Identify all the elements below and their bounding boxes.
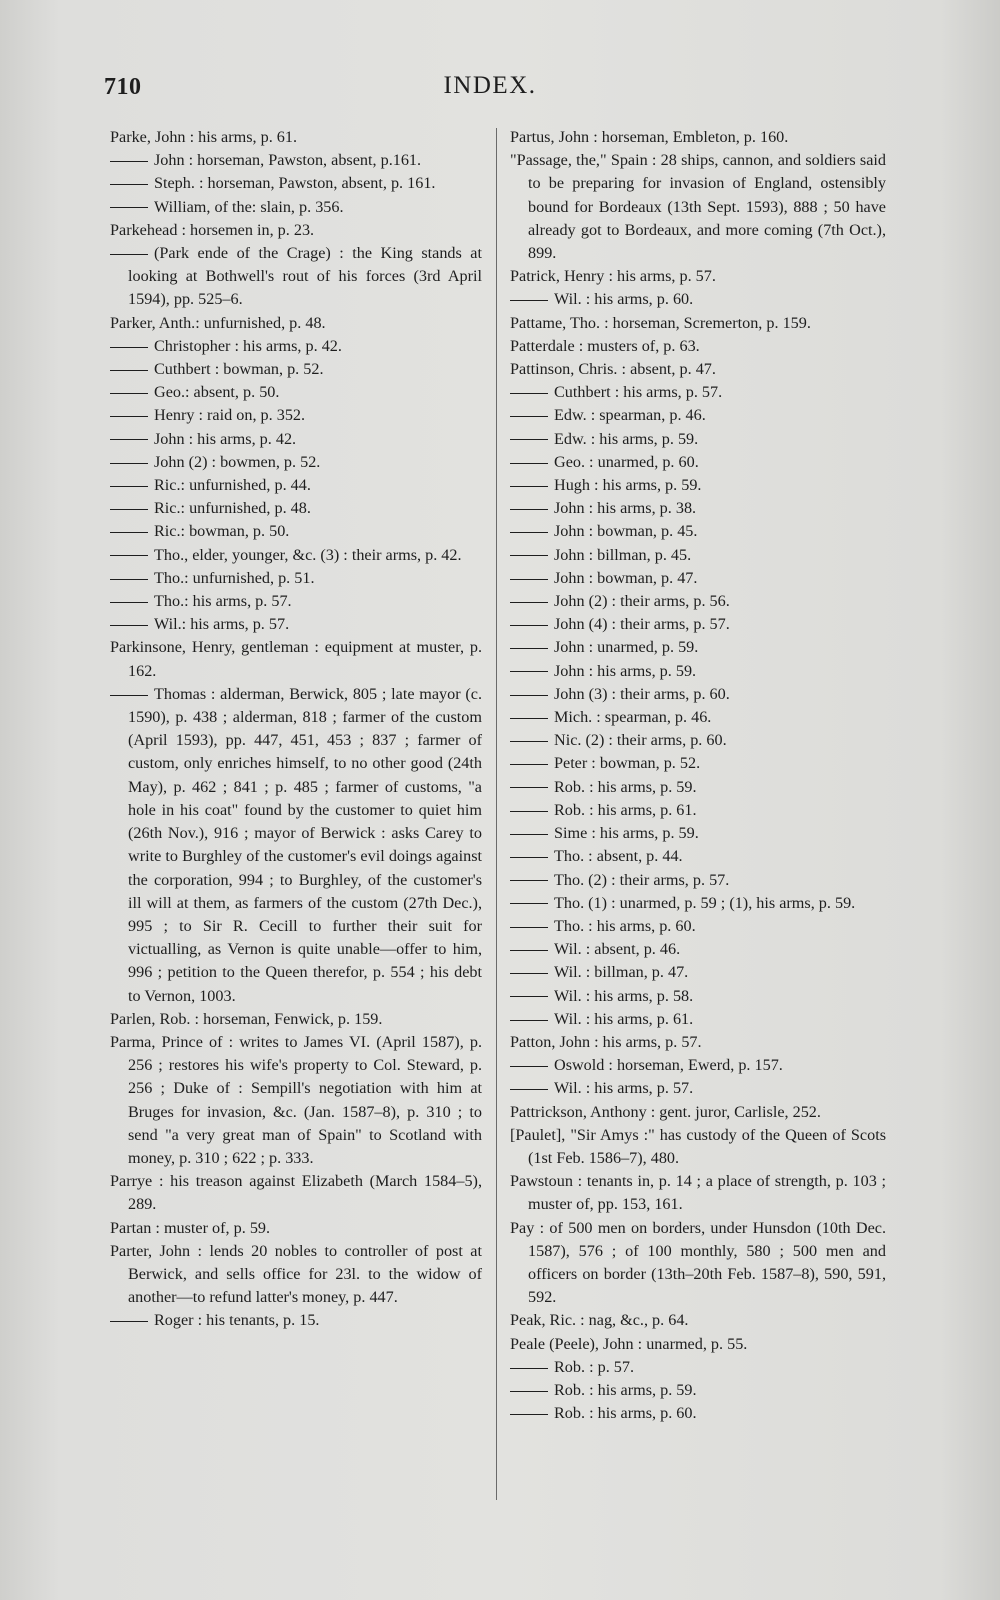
ditto-dash xyxy=(110,254,148,255)
index-subentry xyxy=(110,520,482,543)
index-entry xyxy=(110,312,482,335)
entry-text: Thomas : alderman, Berwick, 805 ; late mayor (c. 1590), p. 438 ; alderman, 818 ; farmer of the custom (April 1593), pp. 447, 451, 453 ; 837 ; farmer of custom, only enriches himself, to no other good (24th May), p. 462 ; 841 ; p. 485 ; farmer of customs, "a hole in his coat" found by the customer to quiet him (26th Nov.), 916 ; mayor of Berwick : asks Carey to write to Burghley of the customer's evil doings against the corporation, 994 ; to Burghley, of the customer's ill will at them, as farmers of the custom (27th Dec.), 995 ; to Sir R. Cecill to further their suit for victualling, as Vernon is quite unable—offer to him, 996 ; petition to the Queen therefor, p. 554 ; his debt to Vernon, 1003. xyxy=(128,684,482,1005)
ditto-dash xyxy=(110,184,148,185)
entry-text: Ric.: bowman, p. 50. xyxy=(154,522,290,541)
entry-text: (Park ende of the Crage) : the King stands at looking at Bothwell's rout of his forces (3rd April 1594), pp. 525–6. xyxy=(128,244,482,309)
entry-text: Wil. : his arms, p. 60. xyxy=(554,290,694,309)
ditto-dash xyxy=(510,764,548,765)
ditto-dash xyxy=(510,903,548,904)
ditto-dash xyxy=(510,1020,548,1021)
index-subentry xyxy=(510,451,886,474)
entry-text: Christopher : his arms, p. 42. xyxy=(154,336,342,355)
ditto-dash xyxy=(110,602,148,603)
entry-text: Pattame, Tho. : horseman, Scremerton, p. 159. xyxy=(510,313,811,332)
ditto-dash xyxy=(510,996,548,997)
entry-text: John (2) : bowmen, p. 52. xyxy=(154,452,321,471)
entry-text: Pattinson, Chris. : absent, p. 47. xyxy=(510,360,716,379)
ditto-dash xyxy=(110,370,148,371)
index-subentry xyxy=(110,451,482,474)
index-subentry xyxy=(510,1379,886,1402)
ditto-dash xyxy=(510,555,548,556)
entry-text: Cuthbert : his arms, p. 57. xyxy=(554,383,723,402)
entry-text: Ric.: unfurnished, p. 48. xyxy=(154,499,311,518)
index-subentry xyxy=(510,520,886,543)
ditto-dash xyxy=(110,463,148,464)
entry-text: John (4) : their arms, p. 57. xyxy=(554,615,730,634)
index-subentry xyxy=(510,590,886,613)
ditto-dash xyxy=(510,416,548,417)
index-subentry xyxy=(510,1402,886,1425)
entry-text: Tho., elder, younger, &c. (3) : their arms, p. 42. xyxy=(154,545,462,564)
index-entry xyxy=(110,1031,482,1170)
entry-text: Mich. : spearman, p. 46. xyxy=(554,708,712,727)
entry-text: John : horseman, Pawston, absent, p.161. xyxy=(154,151,422,170)
index-entry xyxy=(110,126,482,149)
entry-text: Nic. (2) : their arms, p. 60. xyxy=(554,731,727,750)
index-subentry xyxy=(510,544,886,567)
index-entry xyxy=(510,126,886,149)
ditto-dash xyxy=(110,439,148,440)
index-entry xyxy=(510,312,886,335)
page-number: 710 xyxy=(104,74,142,100)
entry-text: Parke, John : his arms, p. 61. xyxy=(110,128,298,146)
entry-text: Parrye : his treason against Elizabeth (March 1584–5), 289. xyxy=(110,1172,482,1214)
index-subentry xyxy=(510,799,886,822)
ditto-dash xyxy=(510,1066,548,1067)
entry-text: Pawstoun : tenants in, p. 14 ; a place of strength, p. 103 ; muster of, pp. 153, 161. xyxy=(510,1172,886,1214)
index-subentry xyxy=(510,1356,886,1379)
index-subentry xyxy=(510,869,886,892)
index-subentry xyxy=(510,1008,886,1031)
left-column xyxy=(110,126,482,1333)
ditto-dash xyxy=(110,579,148,580)
entry-text: Geo.: absent, p. 50. xyxy=(154,383,280,402)
index-subentry xyxy=(510,752,886,775)
entry-text: Ric.: unfurnished, p. 44. xyxy=(154,476,311,495)
entry-text: Wil. : his arms, p. 58. xyxy=(554,986,694,1005)
index-subentry xyxy=(110,358,482,381)
entry-text: Tho. : absent, p. 44. xyxy=(554,847,683,866)
ditto-dash xyxy=(510,834,548,835)
index-subentry xyxy=(110,428,482,451)
ditto-dash xyxy=(510,695,548,696)
ditto-dash xyxy=(510,1391,548,1392)
entry-text: Edw. : his arms, p. 59. xyxy=(554,429,699,448)
entry-text: [Paulet], "Sir Amys :" has custody of the Queen of Scots (1st Feb. 1586–7), 480. xyxy=(510,1125,886,1167)
ditto-dash xyxy=(110,625,148,626)
ditto-dash xyxy=(510,741,548,742)
entry-text: Oswold : horseman, Ewerd, p. 157. xyxy=(554,1056,783,1075)
index-entry xyxy=(510,1333,886,1356)
index-subentry xyxy=(110,683,482,1008)
index-subentry xyxy=(110,613,482,636)
index-entry xyxy=(510,149,886,265)
index-subentry xyxy=(510,961,886,984)
ditto-dash xyxy=(510,602,548,603)
entry-text: Parkehead : horsemen in, p. 23. xyxy=(110,220,315,239)
index-subentry xyxy=(510,938,886,961)
index-entry xyxy=(510,1101,886,1124)
ditto-dash xyxy=(510,300,548,301)
entry-text: Rob. : his arms, p. 61. xyxy=(554,800,697,819)
entry-text: Pattrickson, Anthony : gent. juror, Carlisle, 252. xyxy=(510,1102,821,1121)
entry-text: Peter : bowman, p. 52. xyxy=(554,754,701,773)
index-entry xyxy=(510,1309,886,1332)
index-subentry xyxy=(510,729,886,752)
index-subentry xyxy=(510,497,886,520)
index-subentry xyxy=(510,915,886,938)
index-subentry xyxy=(510,683,886,706)
ditto-dash xyxy=(510,579,548,580)
index-entry xyxy=(110,1240,482,1310)
entry-text: John : bowman, p. 47. xyxy=(554,568,698,587)
entry-text: Rob. : his arms, p. 59. xyxy=(554,1380,697,1399)
entry-text: John : his arms, p. 38. xyxy=(554,499,697,518)
index-entry xyxy=(110,219,482,242)
index-entry xyxy=(510,1124,886,1170)
ditto-dash xyxy=(510,486,548,487)
ditto-dash xyxy=(110,509,148,510)
ditto-dash xyxy=(510,950,548,951)
index-subentry xyxy=(110,567,482,590)
index-subentry xyxy=(510,845,886,868)
entry-text: John (3) : their arms, p. 60. xyxy=(554,684,730,703)
entry-text: Pay : of 500 men on borders, under Hunsdon (10th Dec. 1587), 576 ; of 100 monthly, 580 ; 500 men and officers on border (13th–20th Feb. 1587–8), 590, 591, 592. xyxy=(510,1218,886,1307)
entry-text: Steph. : horseman, Pawston, absent, p. 161. xyxy=(154,174,436,193)
entry-text: John : his arms, p. 59. xyxy=(554,661,697,680)
entry-text: Patton, John : his arms, p. 57. xyxy=(510,1032,702,1051)
column-divider xyxy=(496,128,497,1500)
entry-text: Henry : raid on, p. 352. xyxy=(154,406,306,425)
entry-text: Roger : his tenants, p. 15. xyxy=(154,1311,320,1330)
index-subentry xyxy=(510,288,886,311)
entry-text: Rob. : his arms, p. 60. xyxy=(554,1404,697,1423)
entry-text: Partus, John : horseman, Embleton, p. 160. xyxy=(510,128,789,146)
index-entry xyxy=(510,1031,886,1054)
index-subentry xyxy=(510,636,886,659)
ditto-dash xyxy=(110,347,148,348)
index-subentry xyxy=(510,567,886,590)
entry-text: Parlen, Rob. : horseman, Fenwick, p. 159. xyxy=(110,1009,383,1028)
index-subentry xyxy=(510,822,886,845)
index-entry xyxy=(510,1170,886,1216)
ditto-dash xyxy=(510,1368,548,1369)
entry-text: Wil. : absent, p. 46. xyxy=(554,940,681,959)
ditto-dash xyxy=(510,648,548,649)
index-entry xyxy=(510,335,886,358)
index-subentry xyxy=(510,613,886,636)
entry-text: "Passage, the," Spain : 28 ships, cannon, and soldiers said to be preparing for invasion of England, ostensibly bound for Bordeaux (13th Sept. 1593), 888 ; 50 have already got to Bordeaux, and more coming (7th Oct.), 899. xyxy=(510,151,886,263)
entry-text: Parter, John : lends 20 nobles to controller of post at Berwick, and sells office for 23l. to the widow of another—to refund latter's money, p. 447. xyxy=(110,1241,482,1307)
entry-text: John : his arms, p. 42. xyxy=(154,429,297,448)
ditto-dash xyxy=(510,973,548,974)
ditto-dash xyxy=(110,207,148,208)
entry-text: Partan : muster of, p. 59. xyxy=(110,1218,271,1237)
ditto-dash xyxy=(510,927,548,928)
ditto-dash xyxy=(510,811,548,812)
entry-text: Sime : his arms, p. 59. xyxy=(554,824,699,843)
index-subentry xyxy=(110,242,482,312)
entry-text: Wil. : his arms, p. 61. xyxy=(554,1009,694,1028)
ditto-dash xyxy=(510,625,548,626)
index-subentry xyxy=(110,590,482,613)
index-subentry xyxy=(510,474,886,497)
ditto-dash xyxy=(510,532,548,533)
entry-text: Tho. : his arms, p. 60. xyxy=(554,916,696,935)
ditto-dash xyxy=(110,393,148,394)
right-column xyxy=(510,126,886,1425)
ditto-dash xyxy=(510,718,548,719)
ditto-dash xyxy=(510,671,548,672)
ditto-dash xyxy=(110,416,148,417)
entry-text: Wil. : his arms, p. 57. xyxy=(554,1079,694,1098)
entry-text: John (2) : their arms, p. 56. xyxy=(554,592,730,611)
entry-text: Tho. (2) : their arms, p. 57. xyxy=(554,870,730,889)
entry-text: Tho.: unfurnished, p. 51. xyxy=(154,568,315,587)
entry-text: Parkinsone, Henry, gentleman : equipment at muster, p. 162. xyxy=(110,638,482,680)
entry-text: William, of the: slain, p. 356. xyxy=(154,197,344,216)
index-subentry xyxy=(110,404,482,427)
index-subentry xyxy=(510,1077,886,1100)
index-subentry xyxy=(510,776,886,799)
entry-text: Edw. : spearman, p. 46. xyxy=(554,406,706,425)
index-subentry xyxy=(110,474,482,497)
entry-text: Hugh : his arms, p. 59. xyxy=(554,476,702,495)
entry-text: Rob. : his arms, p. 59. xyxy=(554,777,697,796)
entry-text: Patterdale : musters of, p. 63. xyxy=(510,336,700,355)
index-subentry xyxy=(510,381,886,404)
entry-text: Peale (Peele), John : unarmed, p. 55. xyxy=(510,1334,748,1353)
entry-text: Wil.: his arms, p. 57. xyxy=(154,615,290,634)
index-entry xyxy=(110,1008,482,1031)
ditto-dash xyxy=(110,161,148,162)
page-title: INDEX. xyxy=(443,72,537,99)
index-subentry xyxy=(510,404,886,427)
index-subentry xyxy=(110,381,482,404)
ditto-dash xyxy=(510,857,548,858)
entry-text: Rob. : p. 57. xyxy=(554,1357,635,1376)
entry-text: Patrick, Henry : his arms, p. 57. xyxy=(510,267,716,286)
index-subentry xyxy=(510,660,886,683)
index-subentry xyxy=(110,196,482,219)
ditto-dash xyxy=(510,787,548,788)
index-subentry xyxy=(110,172,482,195)
entry-text: Peak, Ric. : nag, &c., p. 64. xyxy=(510,1311,689,1330)
index-subentry xyxy=(110,149,482,172)
index-entry xyxy=(510,1217,886,1310)
ditto-dash xyxy=(510,1089,548,1090)
index-entry xyxy=(110,1170,482,1216)
ditto-dash xyxy=(110,695,148,696)
index-subentry xyxy=(110,335,482,358)
index-entry xyxy=(110,1217,482,1240)
entry-text: John : unarmed, p. 59. xyxy=(554,638,699,657)
entry-text: Parker, Anth.: unfurnished, p. 48. xyxy=(110,313,326,332)
index-entry xyxy=(110,636,482,682)
index-subentry xyxy=(110,497,482,520)
ditto-dash xyxy=(510,463,548,464)
index-subentry xyxy=(510,892,886,915)
ditto-dash xyxy=(510,509,548,510)
ditto-dash xyxy=(510,393,548,394)
entry-text: Wil. : billman, p. 47. xyxy=(554,963,689,982)
entry-text: Parma, Prince of : writes to James VI. (April 1587), p. 256 ; restores his wife's property to Col. Steward, p. 256 ; Duke of : Sempill's negotiation with him at Bruges for invasion, &c. (Jan. 1587–8), p. 310 ; to send "a very great man of Spain" to Scotland with money, p. 310 ; 622 ; p. 333. xyxy=(110,1032,482,1167)
ditto-dash xyxy=(110,1321,148,1322)
entry-text: John : billman, p. 45. xyxy=(554,545,692,564)
index-subentry xyxy=(510,985,886,1008)
index-subentry xyxy=(110,1309,482,1332)
index-subentry xyxy=(110,544,482,567)
ditto-dash xyxy=(110,555,148,556)
ditto-dash xyxy=(110,532,148,533)
index-entry xyxy=(510,265,886,288)
entry-text: John : bowman, p. 45. xyxy=(554,522,698,541)
index-entry xyxy=(510,358,886,381)
ditto-dash xyxy=(510,1414,548,1415)
entry-text: Cuthbert : bowman, p. 52. xyxy=(154,360,324,379)
ditto-dash xyxy=(110,486,148,487)
index-subentry xyxy=(510,1054,886,1077)
ditto-dash xyxy=(510,439,548,440)
index-subentry xyxy=(510,706,886,729)
index-subentry xyxy=(510,428,886,451)
entry-text: Tho. (1) : unarmed, p. 59 ; (1), his arms, p. 59. xyxy=(554,893,856,912)
entry-text: Geo. : unarmed, p. 60. xyxy=(554,452,699,471)
ditto-dash xyxy=(510,880,548,881)
entry-text: Tho.: his arms, p. 57. xyxy=(154,592,292,611)
